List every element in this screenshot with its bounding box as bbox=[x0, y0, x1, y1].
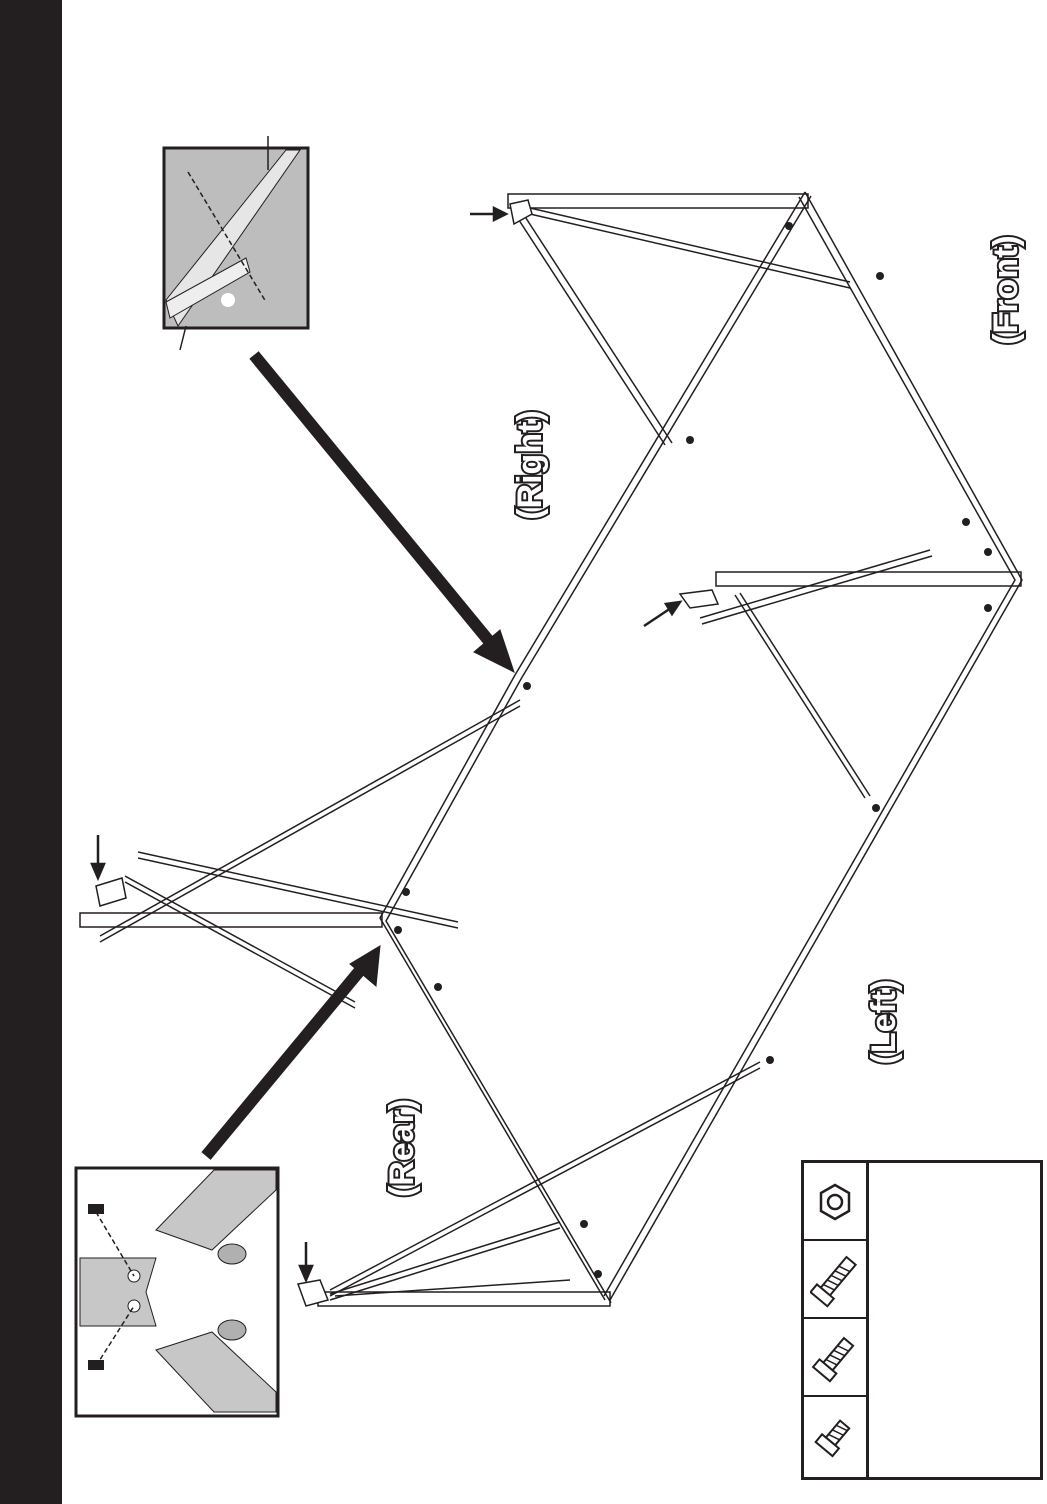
front-middle-truss bbox=[700, 550, 1021, 798]
leader-arrows bbox=[206, 355, 514, 1156]
legend-short-screw-cell bbox=[804, 1397, 866, 1475]
right-rail-inner bbox=[386, 196, 811, 1303]
label-left: (Left) bbox=[865, 979, 903, 1065]
right-rail bbox=[380, 192, 805, 1300]
long-screw-icon bbox=[810, 1247, 860, 1313]
frame-outline bbox=[380, 192, 1022, 1303]
rear-left-truss bbox=[80, 700, 520, 1008]
top-detail-box bbox=[164, 136, 308, 350]
label-front: (Front) bbox=[987, 235, 1025, 345]
legend-nut-cell bbox=[804, 1163, 866, 1241]
label-rear: (Rear) bbox=[383, 1098, 421, 1198]
label-right: (Right) bbox=[511, 410, 549, 520]
top-right-truss bbox=[508, 194, 850, 445]
legend-medium-screw-cell bbox=[804, 1319, 866, 1397]
legend-long-screw-cell bbox=[804, 1241, 866, 1319]
bottom-detail-box bbox=[76, 1168, 278, 1416]
hardware-legend bbox=[801, 1160, 1043, 1480]
front-rail bbox=[610, 192, 1022, 1300]
nut-icon bbox=[810, 1169, 860, 1235]
short-screw-icon bbox=[810, 1403, 860, 1469]
legend-icon-column bbox=[804, 1163, 869, 1477]
medium-screw-icon bbox=[810, 1325, 860, 1391]
front-rail-inner bbox=[604, 197, 1015, 1296]
